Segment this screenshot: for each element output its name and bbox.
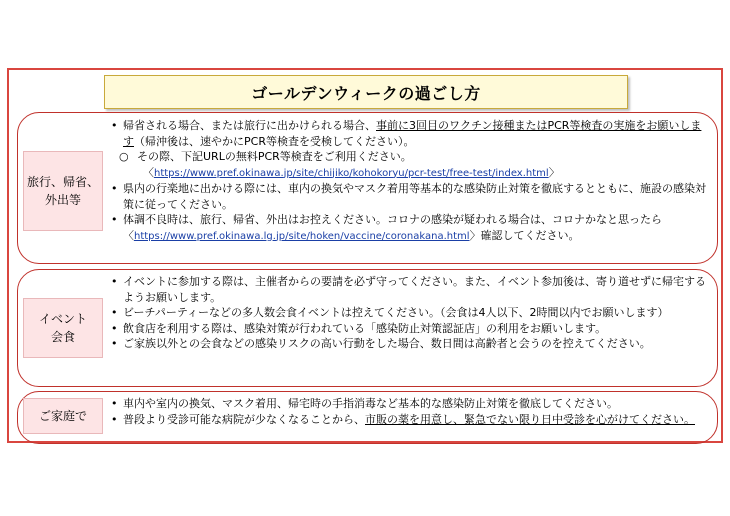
item-text: 普段より受診可能な病院が少なくなることから、: [123, 412, 365, 426]
list-item: [111, 274, 706, 305]
item-text: イベントに参加する際は、主催者からの要請を必ず守ってください。また、イベント参加後は、寄り道せずに帰宅するようお願いします。: [123, 275, 706, 304]
sub-item: [111, 149, 706, 165]
section-content-travel: [111, 118, 706, 244]
item-text: 県内の行楽地に出かける際には、車内の換気やマスク着用等基本的な感染防止対策を徹底するとともに、施設の感染対策に従ってください。: [123, 182, 706, 211]
item-text: 帰省される場合、または旅行に出かけられる場合、: [123, 119, 376, 132]
item-text: 〉確認してください。: [469, 228, 580, 242]
bullet: •: [111, 337, 118, 350]
url-line: [111, 165, 706, 182]
section-label-line: 旅行、帰省、: [26, 175, 99, 189]
bullet: •: [111, 182, 118, 195]
bullet: •: [111, 412, 118, 426]
section-label-home: [23, 398, 103, 434]
item-text: 車内や室内の換気、マスク着用、帰宅時の手指消毒など基本的な感染防止対策を徹底してください。: [123, 397, 618, 410]
coronakana-link[interactable]: https://www.pref.okinawa.lg.jp/site/hoken/vaccine/coronakana.html: [134, 230, 470, 242]
list-item: [111, 118, 706, 149]
section-label-line: 外出等: [44, 193, 81, 207]
list-item: [111, 212, 706, 244]
item-text: （帰沖後は、速やかにPCR等検査を受検してください）。: [134, 134, 415, 148]
list-item: [111, 321, 706, 337]
item-text: ご家族以外との会食などの感染リスクの高い行動をした場合、数日間は高齢者と会うのを控えてください。: [123, 337, 651, 350]
sub-item-text: その際、下記URLの無料PCR等検査をご利用ください。: [137, 150, 412, 163]
section-content-events: [111, 274, 706, 352]
bullet: •: [111, 321, 118, 335]
item-emphasis: 市販の薬を用意し、緊急でない限り日中受診を心がけてください。: [365, 412, 695, 426]
bullet: •: [111, 275, 118, 288]
list-item: [111, 412, 706, 428]
section-label-line: ご家庭で: [38, 409, 87, 423]
bullet: •: [111, 119, 118, 132]
bullet: •: [111, 213, 118, 226]
list-item: [111, 336, 706, 352]
circle-marker: ○: [119, 150, 129, 163]
section-label-line: イベント: [38, 312, 87, 326]
list-item: [111, 396, 706, 412]
section-label-travel: [23, 151, 103, 231]
page-title-box: [104, 75, 628, 109]
bullet: •: [111, 306, 118, 319]
bracket: 〈: [143, 165, 154, 179]
item-text: 体調不良時は、旅行、帰省、外出はお控えください。コロナの感染が疑われる場合は、コロナかなと思ったら〈: [123, 213, 662, 242]
pcr-test-link[interactable]: https://www.pref.okinawa.jp/site/chijiko/kohokoryu/pcr-test/free-test/index.html: [154, 167, 549, 179]
bracket: 〉: [548, 165, 560, 179]
item-text: ビーチパーティーなどの多人数会食イベントは控えてください。（会食は4人以下、2時間以内でお願いします）: [123, 306, 669, 319]
item-emphasis: 事前に3回目のワクチン接種またはPCR等検査の実施をお願いします: [123, 119, 702, 148]
section-label-line: 会食: [50, 330, 75, 344]
section-content-home: [111, 396, 706, 427]
bullet: •: [111, 397, 118, 410]
item-text: 飲食店を利用する際は、感染対策が行われている「感染防止対策認証店」の利用をお願いします。: [123, 321, 607, 335]
list-item: [111, 181, 706, 212]
list-item: [111, 305, 706, 321]
section-label-events: [23, 298, 103, 358]
page-title: ゴールデンウィークの過ごし方: [251, 83, 481, 103]
